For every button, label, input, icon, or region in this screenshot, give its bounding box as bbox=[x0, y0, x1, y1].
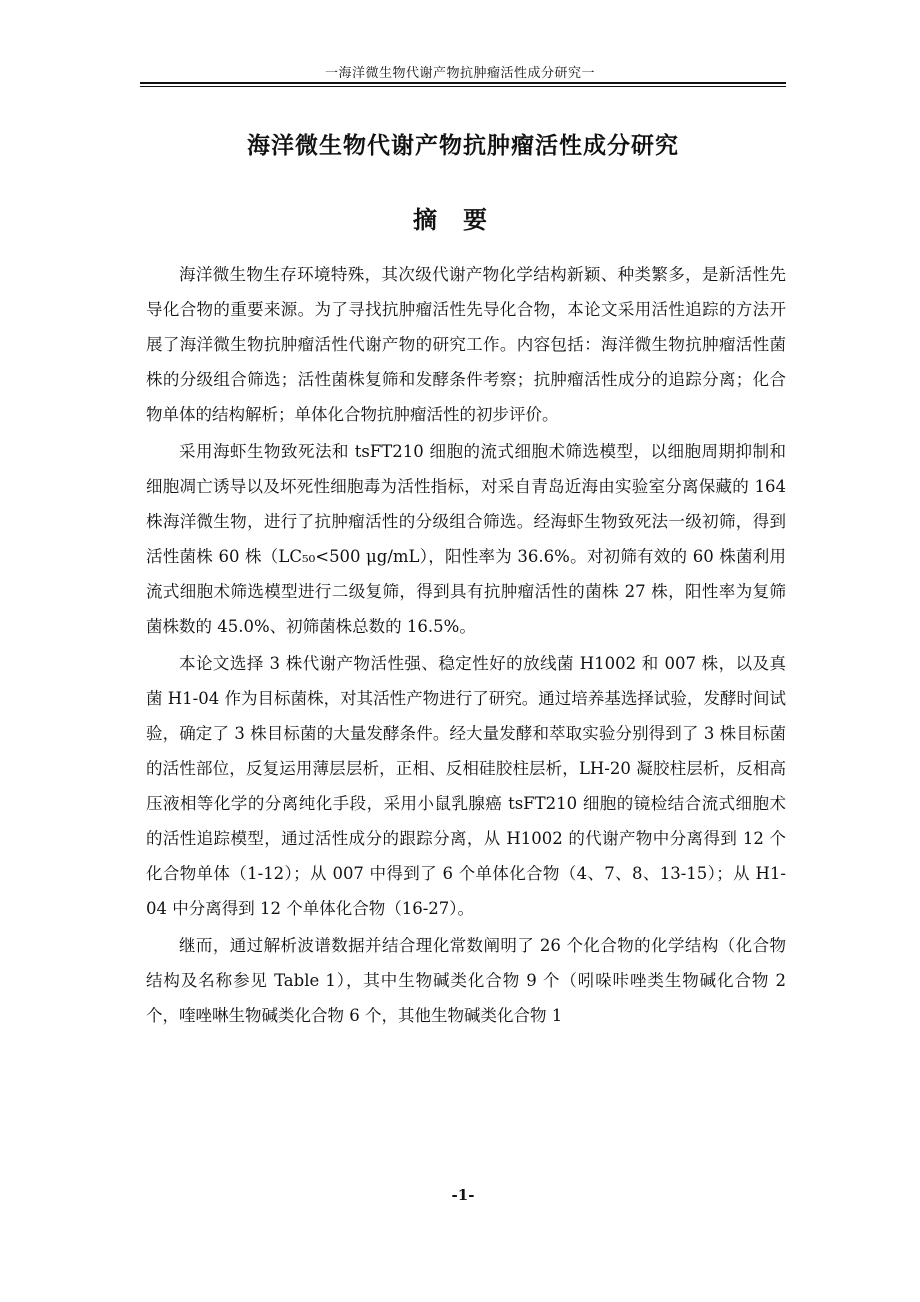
header-rule-thin bbox=[140, 86, 786, 87]
paragraph-4: 继而，通过解析波谱数据并结合理化常数阐明了 26 个化合物的化学结构（化合物结构及名称参见 Table 1），其中生物碱类化合物 9 个（吲哚咔唑类生物碱化合物 2 个，喹唑啉生物碱类化合物 6 个，其他生物碱类化合物 1 bbox=[146, 936, 786, 1025]
paragraph-2: 采用海虾生物致死法和 tsFT210 细胞的流式细胞术筛选模型，以细胞周期抑制和细胞凋亡诱导以及坏死性细胞毒为活性指标，对采自青岛近海由实验室分离保藏的 164 株海洋微生物，进行了抗肿瘤活性的分级组合筛选。经海虾生物致死法一级初筛，得到活性菌株 60 株（LC₅₀<500 μg/mL），阳性率为 36.6%。对初筛有效的 60 株菌利用流式细胞术筛选模型进行二级复筛，得到具有抗肿瘤活性的菌株 27 株，阳性率为复筛菌株数的 45.0%、初筛菌株总数的 16.5%。 bbox=[146, 442, 786, 636]
page-title: 海洋微生物代谢产物抗肿瘤活性成分研究 bbox=[247, 133, 679, 160]
paragraph-3: 本论文选择 3 株代谢产物活性强、稳定性好的放线菌 H1002 和 007 株，以及真菌 H1-04 作为目标菌株，对其活性产物进行了研究。通过培养基选择试验，发酵时间试验，确定了 3 株目标菌的大量发酵条件。经大量发酵和萃取实验分别得到了 3 株目标菌的活性部位，反复运用薄层层析，正相、反相硅胶柱层析，LH-20 凝胶柱层析，反相高压液相等化学的分离纯化手段，采用小鼠乳腺癌 tsFT210 细胞的镜检结合流式细胞术的活性追踪模型，通过活性成分的跟踪分离，从 H1002 的代谢产物中分离得到 12 个化合物单体（1-12）；从 007 中得到了 6 个单体化合物（4、7、8、13-15）；从 H1-04 中分离得到 12 个单体化合物（16-27）。 bbox=[146, 654, 786, 918]
running-header: 一海洋微生物代谢产物抗肿瘤活性成分研究一 bbox=[324, 66, 595, 81]
paragraph-1: 海洋微生物生存环境特殊，其次级代谢产物化学结构新颖、种类繁多，是新活性先导化合物的重要来源。为了寻找抗肿瘤活性先导化合物，本论文采用活性追踪的方法开展了海洋微生物抗肿瘤活性代谢产物的研究工作。内容包括：海洋微生物抗肿瘤活性菌株的分级组合筛选；活性菌株复筛和发酵条件考察；抗肿瘤活性成分的追踪分离；化合物单体的结构解析；单体化合物抗肿瘤活性的初步评价。 bbox=[146, 265, 786, 424]
abstract-body bbox=[146, 257, 786, 1033]
abstract-heading: 摘要 bbox=[413, 205, 513, 234]
header-rule bbox=[140, 82, 786, 84]
page-number: -1- bbox=[451, 1186, 475, 1204]
